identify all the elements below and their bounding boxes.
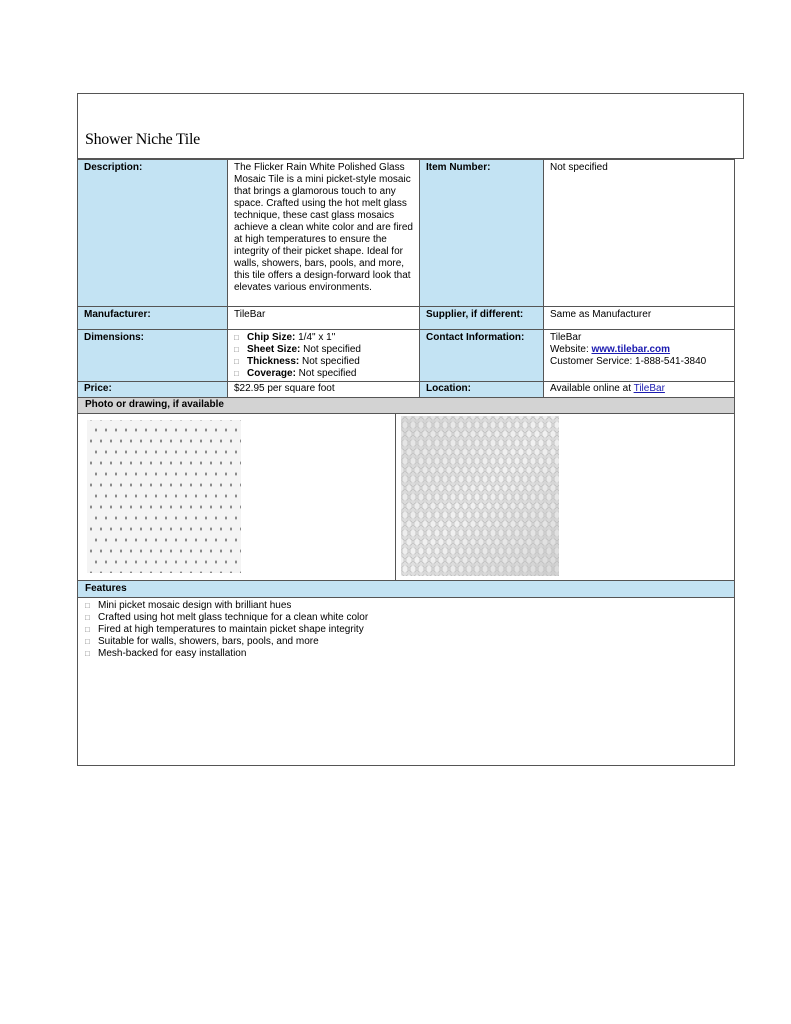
contact-label: Contact Information: <box>420 330 544 382</box>
description-value: The Flicker Rain White Polished Glass Mosaic Tile is a mini picket-style mosaic that brings a glamorous touch to any space. Crafted using the hot melt glass technique, these cast glass mosaics achieve a clean white color and are fired at high temperatures to ensure the integrity of their picket shape. Ideal for walls, showers, bars, pools, and more, this tile offers a design-forward look that elevates various environments. <box>228 160 420 307</box>
checkbox-icon: □ <box>234 333 239 342</box>
contact-service: Customer Service: 1-888-541-3840 <box>550 356 707 367</box>
price-label: Price: <box>78 382 228 398</box>
checkbox-icon: □ <box>85 637 90 646</box>
tile-mosaic-photo <box>86 419 246 577</box>
feature-item: □ Mini picket mosaic design with brilliant hues <box>85 600 292 611</box>
checkbox-icon: □ <box>85 649 90 658</box>
supplier-label: Supplier, if different: <box>420 307 544 330</box>
checkbox-icon: □ <box>234 369 239 378</box>
feature-item: □ Mesh-backed for easy installation <box>85 648 247 659</box>
checkbox-icon: □ <box>85 613 90 622</box>
tilebar-link[interactable]: TileBar <box>633 383 665 394</box>
location-label: Location: <box>420 382 544 398</box>
dimension-coverage: □ Coverage: Not specified <box>234 368 357 379</box>
dimension-chip-size: □ Chip Size: 1/4" x 1" <box>234 332 336 343</box>
checkbox-icon: □ <box>234 345 239 354</box>
supplier-value: Same as Manufacturer <box>544 307 735 330</box>
manufacturer-label: Manufacturer: <box>78 307 228 330</box>
features-section-header: Features <box>78 581 734 598</box>
description-label: Description: <box>78 160 228 307</box>
feature-item: □ Crafted using hot melt glass technique for a clean white color <box>85 612 369 623</box>
page-title: Shower Niche Tile <box>85 131 200 148</box>
manufacturer-value: TileBar <box>228 307 420 330</box>
feature-item: □ Fired at high temperatures to maintain picket shape integrity <box>85 624 364 635</box>
contact-value <box>544 330 735 382</box>
checkbox-icon: □ <box>85 625 90 634</box>
title-box <box>77 93 744 159</box>
contact-name: TileBar <box>550 332 582 343</box>
website-link[interactable]: www.tilebar.com <box>591 344 671 355</box>
photo-section-header: Photo or drawing, if available <box>78 398 734 414</box>
location-value: Available online at TileBar <box>544 382 735 398</box>
item-number-label: Item Number: <box>420 160 544 307</box>
dimensions-list <box>228 330 420 382</box>
dimension-sheet-size: □ Sheet Size: Not specified <box>234 344 361 355</box>
dimensions-label: Dimensions: <box>78 330 228 382</box>
price-value: $22.95 per square foot <box>228 382 420 398</box>
features-list <box>85 600 368 660</box>
dimension-thickness: □ Thickness: Not specified <box>234 356 360 367</box>
photo-divider <box>395 414 396 580</box>
checkbox-icon: □ <box>85 601 90 610</box>
checkbox-icon: □ <box>234 357 239 366</box>
spec-sheet <box>77 159 735 766</box>
tile-sheet-photo <box>401 416 559 576</box>
feature-item: □ Suitable for walls, showers, bars, pools, and more <box>85 636 319 647</box>
contact-website: Website: www.tilebar.com <box>550 344 671 355</box>
photo-area <box>78 414 734 581</box>
item-number-value: Not specified <box>544 160 735 307</box>
